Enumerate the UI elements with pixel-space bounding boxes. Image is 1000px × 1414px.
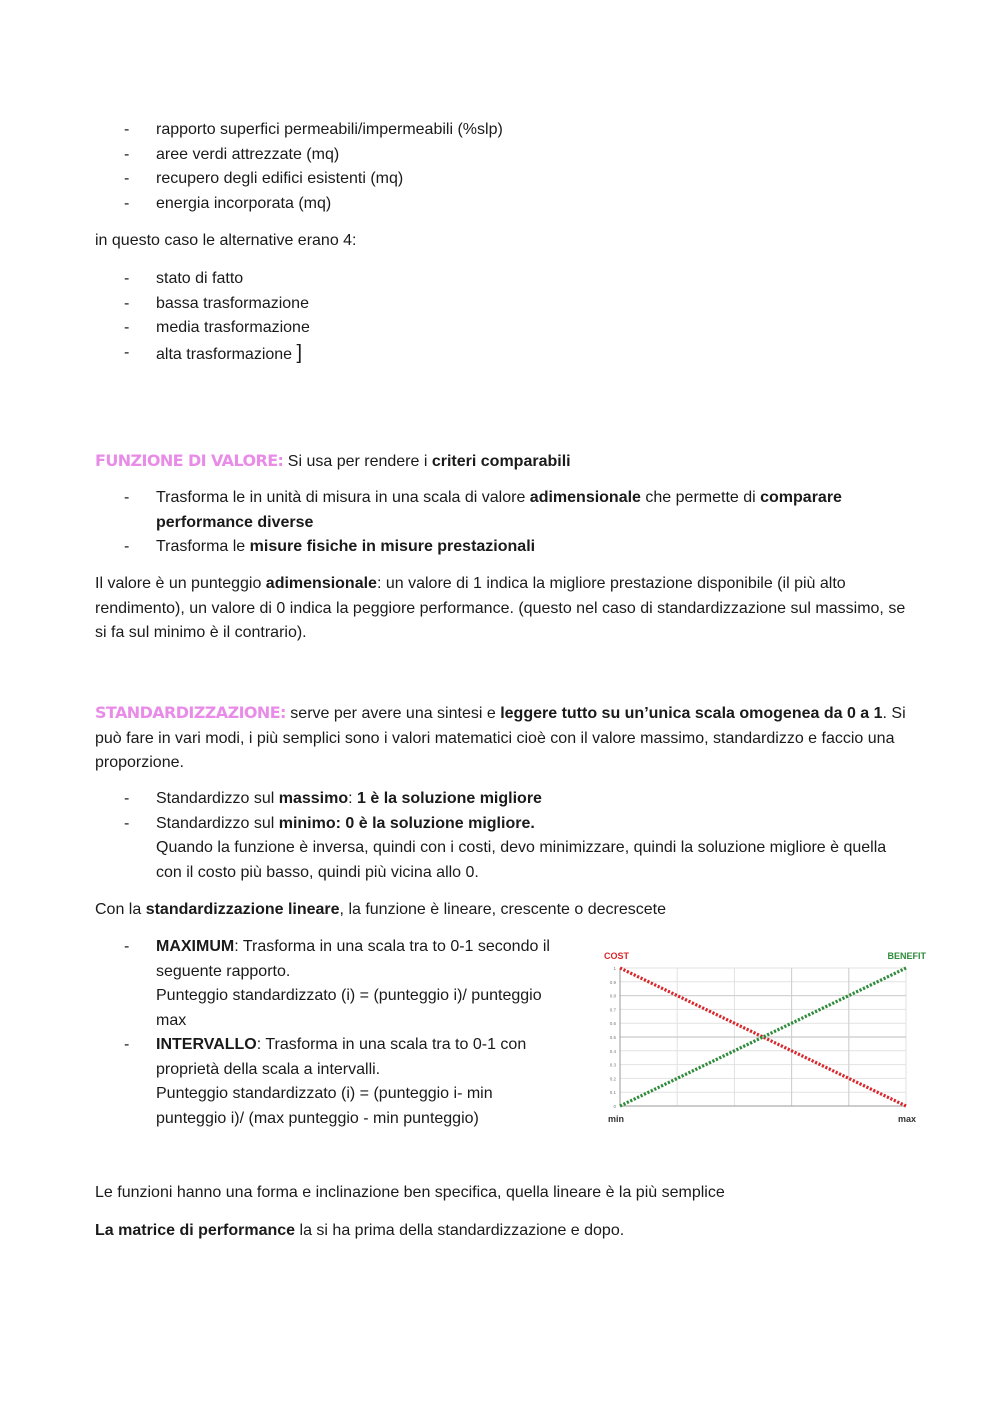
text: Con la <box>95 901 146 918</box>
list-item <box>124 935 564 1033</box>
criteria-list <box>124 118 503 216</box>
list-item: - media trasformazione <box>124 316 310 341</box>
bold-text: criteri comparabili <box>431 453 571 470</box>
y-tick-label: 0.7 <box>609 1007 616 1013</box>
lineare-paragraph <box>95 898 910 923</box>
functions-paragraph: Le funzioni hanno una forma e inclinazione ben specifica, quella lineare è la più semplice <box>95 1184 725 1201</box>
y-tick-label: 0.6 <box>609 1021 616 1027</box>
valore-paragraph <box>95 572 910 646</box>
funzione-list <box>124 486 844 560</box>
y-tick-label: 0.4 <box>609 1048 616 1054</box>
list-item: - stato di fatto <box>124 267 310 292</box>
text: . Si può fare in vari modi, i più semplici sono i valori matematici cioè con il valore massimo, standardizzo e faccio una proporzione. <box>95 705 906 771</box>
text: la si ha prima della standardizzazione e dopo. <box>295 1222 625 1239</box>
text: : Trasforma in una scala tra to 0-1 con proprietà della scala a intervalli. <box>156 1036 527 1078</box>
bold-text: 1 è la soluzione migliore <box>357 790 542 807</box>
y-tick-label: 0.1 <box>609 1090 616 1096</box>
bold-text: misure fisiche in misure prestazionali <box>249 538 536 555</box>
text: Punteggio standardizzato (i) = (punteggio i)/ punteggio max <box>156 987 542 1029</box>
text: Standardizzo sul <box>156 790 279 807</box>
standard-list <box>124 787 904 885</box>
cost-benefit-chart <box>596 944 936 1130</box>
y-tick-label: 0.5 <box>609 1035 616 1040</box>
y-tick-label: 0.2 <box>609 1076 616 1082</box>
bold-text: La matrice di performance <box>95 1222 296 1239</box>
text: Trasforma le <box>156 538 250 555</box>
list-item: - rapporto superfici permeabili/impermeabili (%slp) <box>124 118 503 143</box>
benefit-label: BENEFIT <box>887 951 926 961</box>
funzione-title: FUNZIONE DI VALORE: <box>95 451 284 470</box>
text: Si usa per rendere i <box>283 453 432 470</box>
y-tick-label: 0.3 <box>609 1062 616 1068</box>
list-item <box>124 486 844 535</box>
standard-paragraph <box>95 701 910 776</box>
list-item <box>124 1033 564 1131</box>
bold-text: leggere tutto su un’unica scala omogenea da 0 a 1 <box>500 705 883 722</box>
text: Trasforma le in unità di misura in una scala di valore <box>156 489 530 506</box>
text: Il valore è un punteggio <box>95 575 266 592</box>
lineare-list <box>124 935 564 1131</box>
min-label: min <box>608 1114 625 1124</box>
bold-text: comparare performance diverse <box>156 489 842 531</box>
list-item: - bassa trasformazione <box>124 292 310 317</box>
standard-title: STANDARDIZZAZIONE: <box>95 703 286 722</box>
bold-text: adimensionale <box>265 575 377 592</box>
y-tick-label: 0.8 <box>609 993 616 999</box>
bold-text: INTERVALLO <box>156 1036 257 1053</box>
y-tick-label: 1 <box>613 966 616 971</box>
text: Quando la funzione è inversa, quindi con i costi, devo minimizzare, quindi la soluzione migliore è quella con il costo più basso, quindi più vicina allo 0. <box>156 839 887 881</box>
text: Standardizzo sul <box>156 814 279 832</box>
bold-text: minimo: 0 è la soluzione migliore. <box>278 814 535 832</box>
text: serve per avere una sintesi e <box>285 705 501 722</box>
alternatives-intro: in questo caso le alternative erano 4: <box>95 232 357 249</box>
text: : Trasforma in una scala tra to 0-1 secondo il seguente rapporto. <box>156 938 550 980</box>
bold-text: massimo <box>278 790 349 807</box>
text: che permette di <box>640 489 761 506</box>
max-label: max <box>897 1114 916 1124</box>
closing-bracket: ] <box>296 341 303 364</box>
funzione-heading <box>95 449 910 475</box>
bold-text: adimensionale <box>529 489 641 506</box>
text: Punteggio standardizzato (i) = (punteggio i- min punteggio i)/ (max punteggio - min punteggio) <box>156 1085 493 1127</box>
list-item: - energia incorporata (mq) <box>124 192 503 217</box>
cost-label: COST <box>604 951 630 961</box>
text: : <box>348 790 357 807</box>
alternatives-list <box>124 267 310 367</box>
list-item: - aree verdi attrezzate (mq) <box>124 143 503 168</box>
text: , la funzione è lineare, crescente o decrescete <box>339 901 666 918</box>
list-item <box>124 812 904 886</box>
bold-text: standardizzazione lineare <box>145 901 340 918</box>
list-item <box>124 787 904 812</box>
list-item <box>124 535 844 560</box>
bold-text: MAXIMUM <box>156 938 235 955</box>
list-item: - recupero degli edifici esistenti (mq) <box>124 167 503 192</box>
list-item-text: alta trasformazione <box>156 345 293 363</box>
matrix-paragraph <box>95 1219 910 1244</box>
text: : un valore di 1 indica la migliore prestazione disponibile (il più alto rendimento), un valore di 0 indica la peggiore performance. (questo nel caso di standardizzazione sul massimo, se si fa sul minimo è il contrario). <box>95 575 906 641</box>
y-tick-label: 0 <box>613 1104 616 1109</box>
y-tick-label: 0.9 <box>609 979 616 985</box>
list-item <box>124 341 310 368</box>
